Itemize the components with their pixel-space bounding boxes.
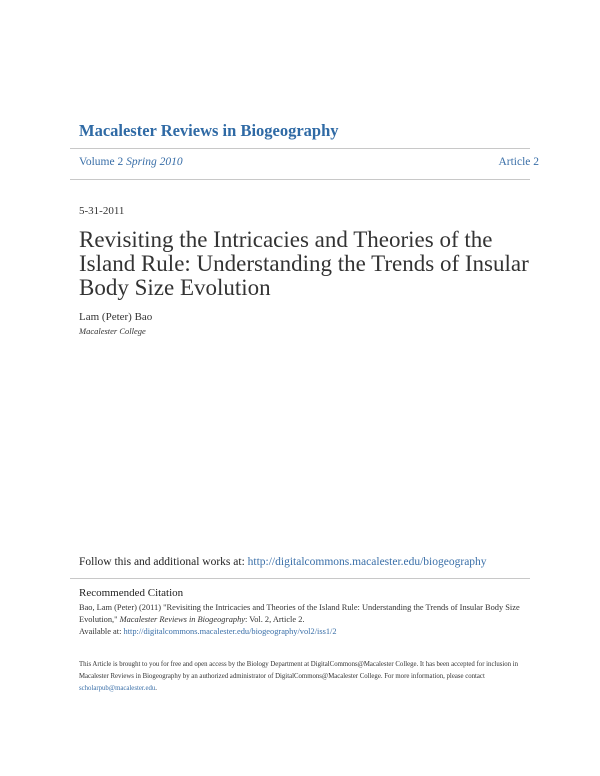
notice-text: This Article is brought to you for free and open access by the Biology Department at DigitalCommons@Macalester College. It has been accepted for inclusion in Macalester Reviews in Biogeography by an authorized administrator of DigitalCommons@Macalester College. For more information, please contact	[79, 661, 519, 680]
journal-title[interactable]: Macalester Reviews in Biogeography	[79, 121, 339, 140]
citation-heading: Recommended Citation	[79, 587, 184, 599]
citation-text	[79, 602, 524, 638]
follow-line	[79, 556, 487, 568]
access-notice	[79, 659, 524, 695]
header-rule-bottom	[70, 179, 530, 180]
header-rule-top	[70, 148, 530, 149]
available-label: Available at:	[79, 627, 124, 636]
citation-journal: Macalester Reviews in Biogeography	[119, 615, 245, 624]
issue-link[interactable]: Spring 2010	[126, 156, 183, 168]
issue-line	[79, 156, 539, 168]
author-affiliation: Macalester College	[79, 326, 146, 336]
contact-email-link[interactable]: scholarpub@macalester.edu	[79, 685, 156, 692]
follow-text: Follow this and additional works at:	[79, 556, 248, 568]
citation-rule	[70, 578, 530, 579]
article-number-link[interactable]: Article 2	[498, 156, 539, 168]
citation-part-2: : Vol. 2, Article 2.	[245, 615, 305, 624]
article-title: Revisiting the Intricacies and Theories of the Island Rule: Understanding the Trends of Insular Body Size Evolution	[79, 227, 529, 300]
follow-link[interactable]: http://digitalcommons.macalester.edu/biogeography	[247, 556, 487, 568]
citation-part-1: Bao, Lam (Peter) (2011) "Revisiting the Intricacies and Theories of the Island Rule: Understanding the Trends of Insular Body Size Evolution,"	[79, 603, 520, 624]
publication-date: 5-31-2011	[79, 205, 125, 217]
available-link[interactable]: http://digitalcommons.macalester.edu/biogeography/vol2/iss1/2	[123, 627, 337, 636]
volume-link[interactable]: Volume 2	[79, 156, 124, 168]
author-name[interactable]: Lam (Peter) Bao	[79, 311, 153, 323]
notice-end: .	[155, 685, 157, 692]
